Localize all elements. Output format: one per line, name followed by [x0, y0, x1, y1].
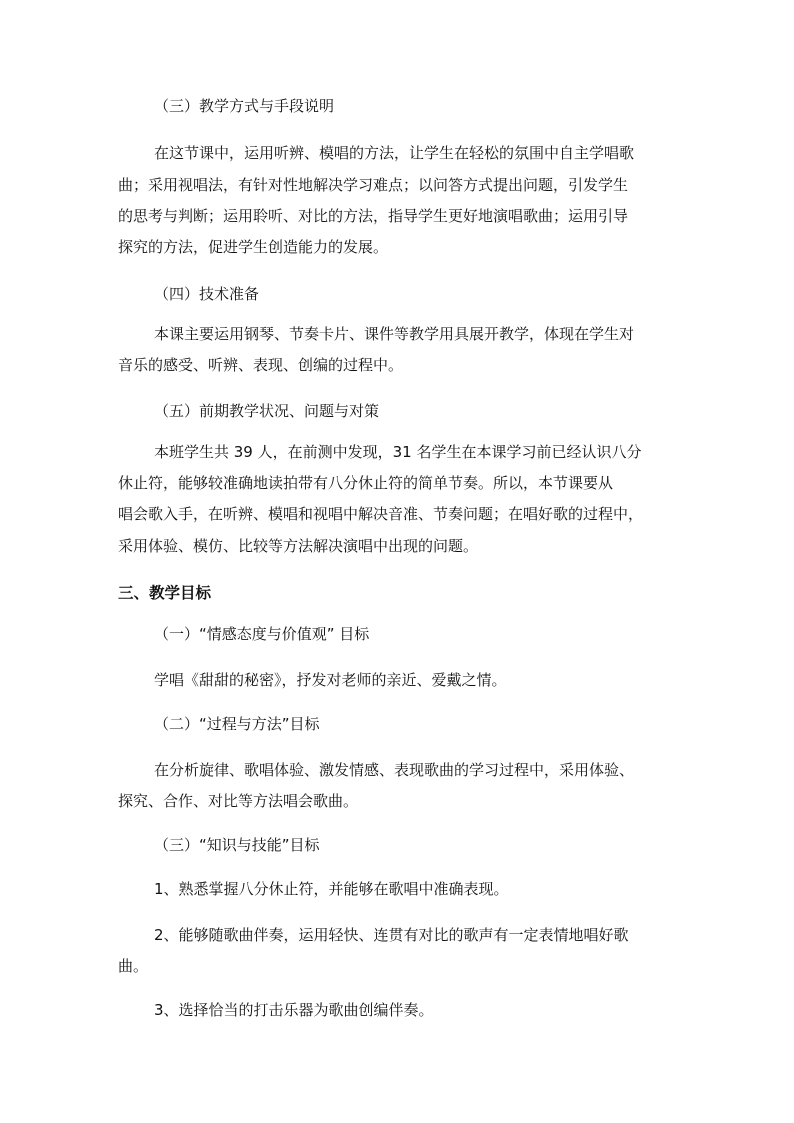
paragraph-line: 的思考与判断；运用聆听、对比的方法，指导学生更好地演唱歌曲；运用引导 — [118, 207, 629, 225]
list-item: 2、能够随歌曲伴奏，运用轻快、连贯有对比的歌声有一定表情地唱好歌 — [154, 926, 629, 944]
heading-goal-process: （二）“过程与方法”目标 — [154, 715, 320, 733]
heading-teaching-methods: （三）教学方式与手段说明 — [154, 97, 335, 115]
paragraph-line: 学唱《甜甜的秘密》，抒发对老师的亲近、爱戴之情。 — [154, 671, 507, 689]
heading-prior-status: （五）前期教学状况、问题与对策 — [154, 402, 380, 420]
paragraph-line: 采用体验、模仿、比较等方法解决演唱中出现的问题。 — [118, 537, 479, 555]
paragraph-line: 曲；采用视唱法，有针对性地解决学习难点；以问答方式提出问题，引发学生 — [118, 176, 629, 194]
paragraph-line: 本课主要运用钢琴、节奏卡片、课件等教学用具展开教学，体现在学生对 — [154, 325, 635, 343]
paragraph-line: 探究、合作、对比等方法唱会歌曲。 — [118, 792, 359, 810]
paragraph-line: 音乐的感受、听辨、表现、创编的过程中。 — [118, 356, 404, 374]
paragraph-line: 在这节课中，运用听辨、模唱的方法，让学生在轻松的氛围中自主学唱歌 — [154, 144, 635, 162]
paragraph-line: 本班学生共 39 人，在前测中发现，31 名学生在本课学习前已经认识八分 — [154, 443, 642, 461]
section-title-teaching-goals: 三、教学目标 — [118, 584, 212, 602]
heading-tech-prep: （四）技术准备 — [154, 285, 260, 303]
paragraph-line: 唱会歌入手，在听辨、模唱和视唱中解决音准、节奏问题；在唱好歌的过程中， — [118, 505, 644, 523]
list-item: 3、选择恰当的打击乐器为歌曲创编伴奏。 — [154, 1001, 434, 1019]
list-item-continuation: 曲。 — [118, 957, 149, 975]
heading-goal-knowledge: （三）“知识与技能”目标 — [154, 836, 320, 854]
paragraph-line: 在分析旋律、歌唱体验、激发情感、表现歌曲的学习过程中，采用体验、 — [154, 761, 635, 779]
paragraph-line: 探究的方法，促进学生创造能力的发展。 — [118, 238, 389, 256]
heading-goal-emotion: （一）“情感态度与价值观” 目标 — [154, 625, 370, 643]
list-item: 1、熟悉掌握八分休止符，并能够在歌唱中准确表现。 — [154, 880, 509, 898]
paragraph-line: 休止符，能够较准确地读拍带有八分休止符的简单节奏。所以，本节课要从 — [118, 474, 614, 492]
